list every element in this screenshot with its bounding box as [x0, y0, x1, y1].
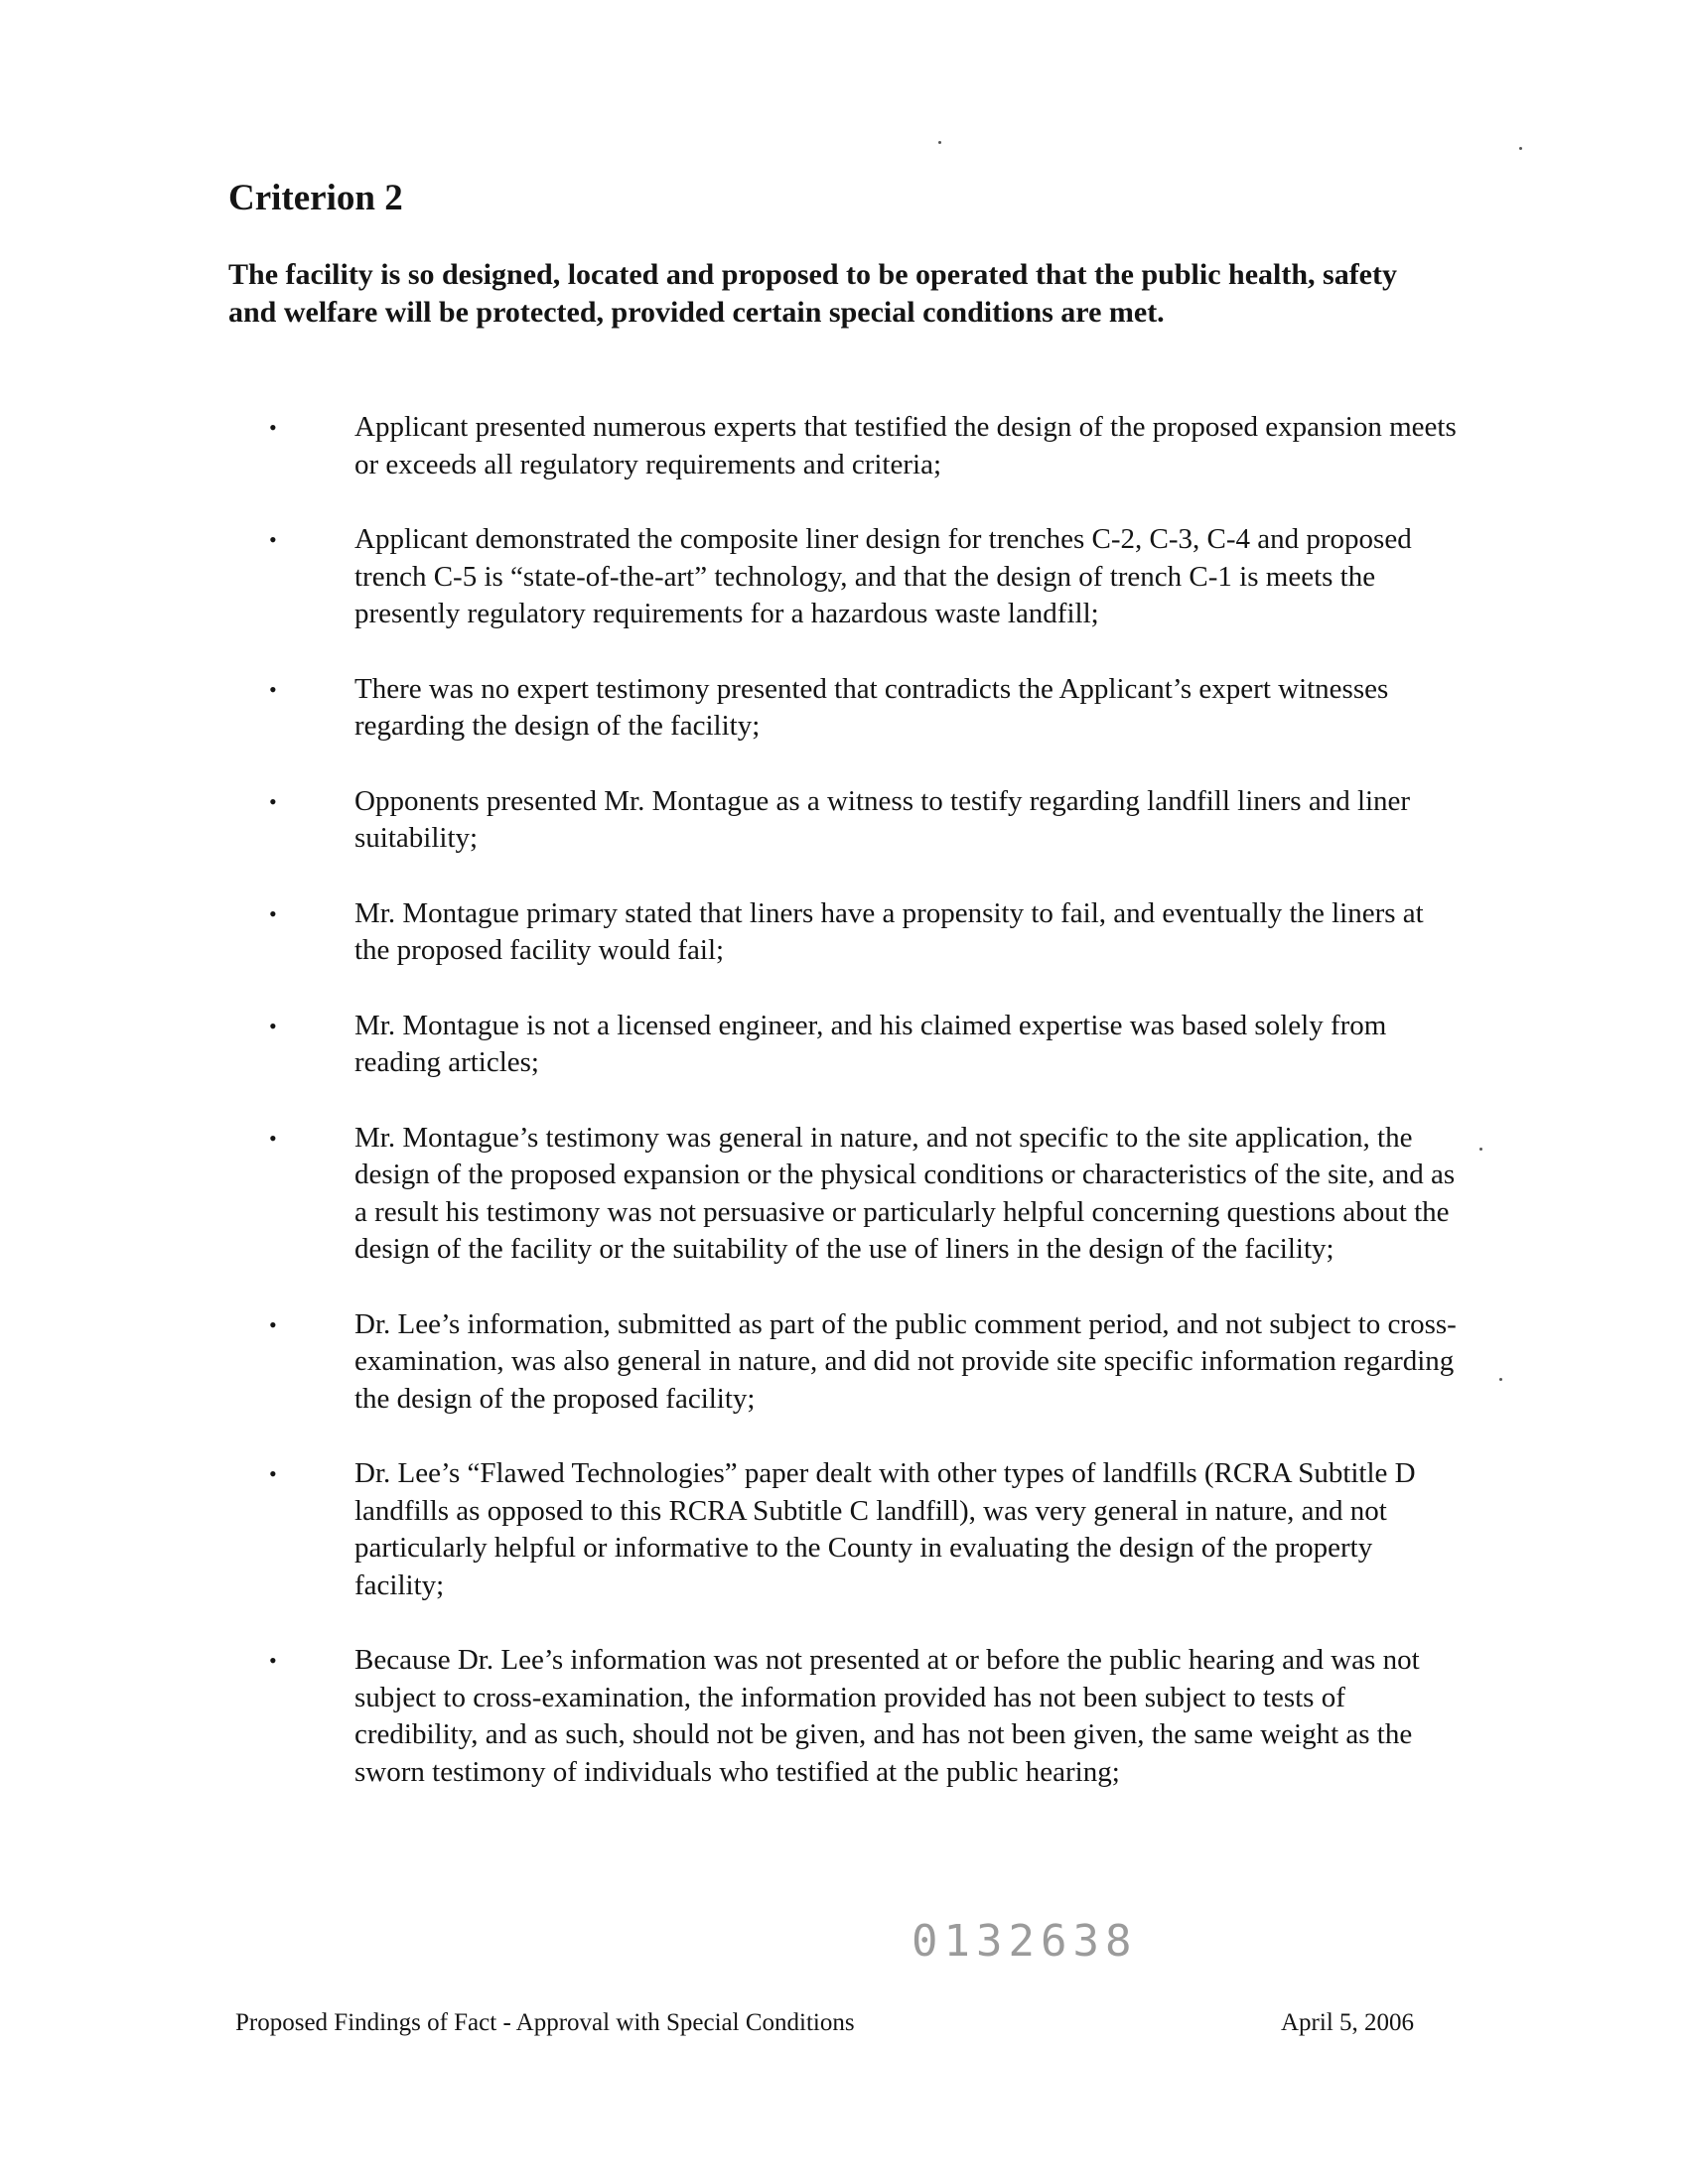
- finding-text: Mr. Montague primary stated that liners have a propensity to fail, and eventually the liners at the proposed facility would fail;: [354, 896, 1424, 966]
- bullet-icon: •: [269, 1648, 277, 1673]
- bullet-icon: •: [269, 527, 277, 552]
- list-item: [228, 1642, 1460, 1791]
- list-item: [228, 671, 1460, 746]
- bullet-icon: •: [269, 900, 277, 926]
- bullet-icon: •: [269, 1125, 277, 1151]
- scan-speck: [1519, 147, 1522, 150]
- findings-list: [228, 409, 1460, 1829]
- finding-text: Because Dr. Lee’s information was not presented at or before the public hearing and was not subject to cross-examination, the information provided has not been subject to tests of credibility, and as such, should not be given, and has not been given, the same weight as the sworn testimony of individuals who testified at the public hearing;: [354, 1644, 1420, 1788]
- bullet-icon: •: [269, 1461, 277, 1486]
- scan-speck: [938, 141, 941, 144]
- list-item: [228, 521, 1460, 633]
- section-heading: Criterion 2: [228, 178, 403, 218]
- finding-text: Applicant demonstrated the composite liner design for trenches C-2, C-3, C-4 and proposed trench C-5 is “state-of-the-art” technology, and that the design of trench C-1 is meets the presently regulatory requirements for a hazardous waste landfill;: [354, 523, 1412, 629]
- finding-text: There was no expert testimony presented that contradicts the Applicant’s expert witnesses regarding the design of the facility;: [354, 672, 1389, 742]
- bullet-icon: •: [269, 1013, 277, 1038]
- list-item: [228, 1008, 1460, 1082]
- bullet-icon: •: [269, 676, 277, 702]
- finding-text: Mr. Montague is not a licensed engineer, and his claimed expertise was based solely from reading articles;: [354, 1009, 1387, 1078]
- finding-text: Dr. Lee’s “Flawed Technologies” paper dealt with other types of landfills (RCRA Subtitle D landfills as opposed to this RCRA Subtitle C landfill), was very general in nature, and not particularly helpful or informative to the County in evaluating the design of the property facility;: [354, 1457, 1416, 1601]
- finding-text: Applicant presented numerous experts that testified the design of the proposed expansion meets or exceeds all regulatory requirements and criteria;: [354, 411, 1457, 480]
- list-item: [228, 1306, 1460, 1419]
- list-item: [228, 783, 1460, 858]
- finding-text: Mr. Montague’s testimony was general in nature, and not specific to the site application, the design of the proposed expansion or the physical conditions or characteristics of the site, and as a result his testimony was not persuasive or particularly helpful concerning questions about the design of the facility or the suitability of the use of liners in the design of the facility;: [354, 1121, 1456, 1265]
- criterion-statement: The facility is so designed, located and proposed to be operated that the public health, safety and welfare will be protected, provided certain special conditions are met.: [228, 258, 1397, 329]
- bullet-icon: •: [269, 415, 277, 440]
- finding-text: Opponents presented Mr. Montague as a witness to testify regarding landfill liners and liner suitability;: [354, 784, 1411, 854]
- scan-speck: [1499, 1378, 1502, 1381]
- list-item: [228, 1120, 1460, 1269]
- footer-date: April 5, 2006: [1281, 2009, 1415, 2036]
- bullet-icon: •: [269, 1311, 277, 1337]
- scan-speck: [1479, 1148, 1482, 1151]
- footer-title: Proposed Findings of Fact - Approval with Special Conditions: [235, 2009, 855, 2036]
- finding-text: Dr. Lee’s information, submitted as part of the public comment period, and not subject to cross-examination, was also general in nature, and did not provide site specific information regarding the design of the proposed facility;: [354, 1307, 1457, 1415]
- list-item: [228, 895, 1460, 970]
- bullet-icon: •: [269, 788, 277, 814]
- list-item: [228, 1455, 1460, 1604]
- bates-stamp-number: 0132638: [912, 1916, 1138, 1967]
- list-item: [228, 409, 1460, 483]
